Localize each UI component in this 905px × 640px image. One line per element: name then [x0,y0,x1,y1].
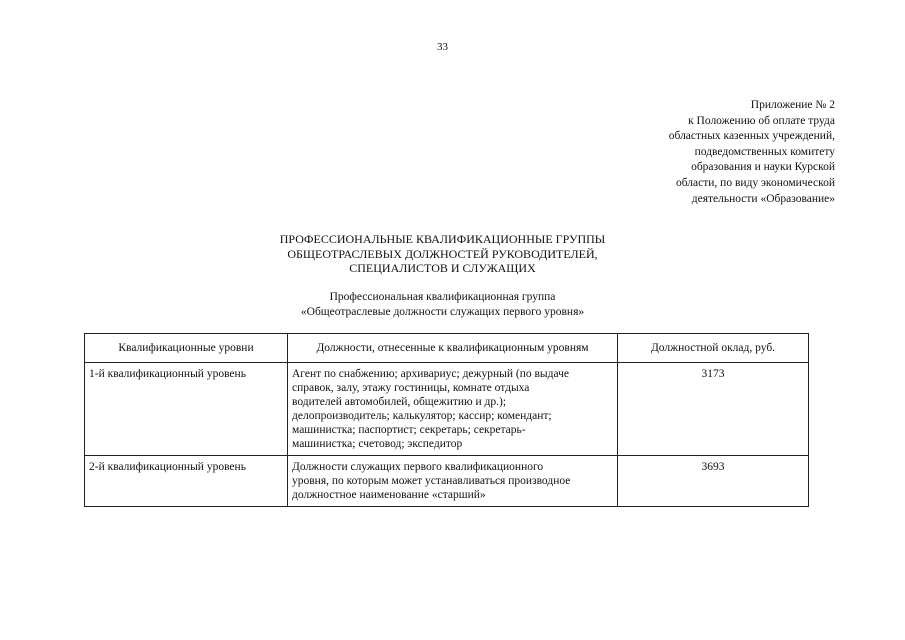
appendix-line: образования и науки Курской [691,161,835,174]
title-line: ПРОФЕССИОНАЛЬНЫЕ КВАЛИФИКАЦИОННЫЕ ГРУППЫ [279,232,606,246]
salary-cell: 3693 [618,456,809,507]
appendix-line: Приложение № 2 [750,99,835,111]
header-positions: Должности, отнесенные к квалификационным уровням [288,334,618,363]
qualification-table [84,333,809,507]
appendix-line: подведомственных комитету [694,145,835,158]
table-row [85,456,809,507]
header-levels: Квалификационные уровни [85,334,288,363]
appendix-line: области, по виду экономической [675,176,835,189]
table-row [85,363,809,456]
positions-line: Агент по снабжению; архивариус; дежурный (по выдаче [292,368,570,380]
positions-line: машинистка; паспортист; секретарь; секретарь- [292,424,526,436]
document-title [0,232,885,276]
group-subtitle [0,290,885,319]
positions-cell [288,363,618,456]
positions-line: уровня, по которым может устанавливаться производное [292,475,571,487]
level-cell: 2-й квалификационный уровень [85,456,288,507]
title-line: СПЕЦИАЛИСТОВ И СЛУЖАЩИХ [349,261,536,275]
positions-cell [288,456,618,507]
positions-line: справок, залу, этажу гостиницы, комнате отдыха [292,382,530,394]
subtitle-line: «Общеотраслевые должности служащих первого уровня» [300,305,585,318]
table-header-row [85,334,809,363]
salary-cell: 3173 [618,363,809,456]
positions-line: Должности служащих первого квалификационного [292,461,544,473]
positions-line: машинистка; счетовод; экспедитор [292,438,463,450]
positions-line: должностное наименование «старший» [292,489,486,501]
title-line: ОБЩЕОТРАСЛЕВЫХ ДОЛЖНОСТЕЙ РУКОВОДИТЕЛЕЙ, [287,246,598,261]
subtitle-line: Профессиональная квалификационная группа [329,291,556,303]
positions-line: водителей автомобилей, общежитию и др.); [292,396,507,408]
appendix-line: областных казенных учреждений, [668,130,835,143]
appendix-note [540,98,835,207]
appendix-line: деятельности «Образование» [691,192,835,205]
page-number: 33 [437,41,448,53]
level-cell: 1-й квалификационный уровень [85,363,288,456]
appendix-line: к Положению об оплате труда [688,114,835,127]
header-salary: Должностной оклад, руб. [618,334,809,363]
positions-line: делопроизводитель; калькулятор; кассир; комендант; [292,410,552,422]
